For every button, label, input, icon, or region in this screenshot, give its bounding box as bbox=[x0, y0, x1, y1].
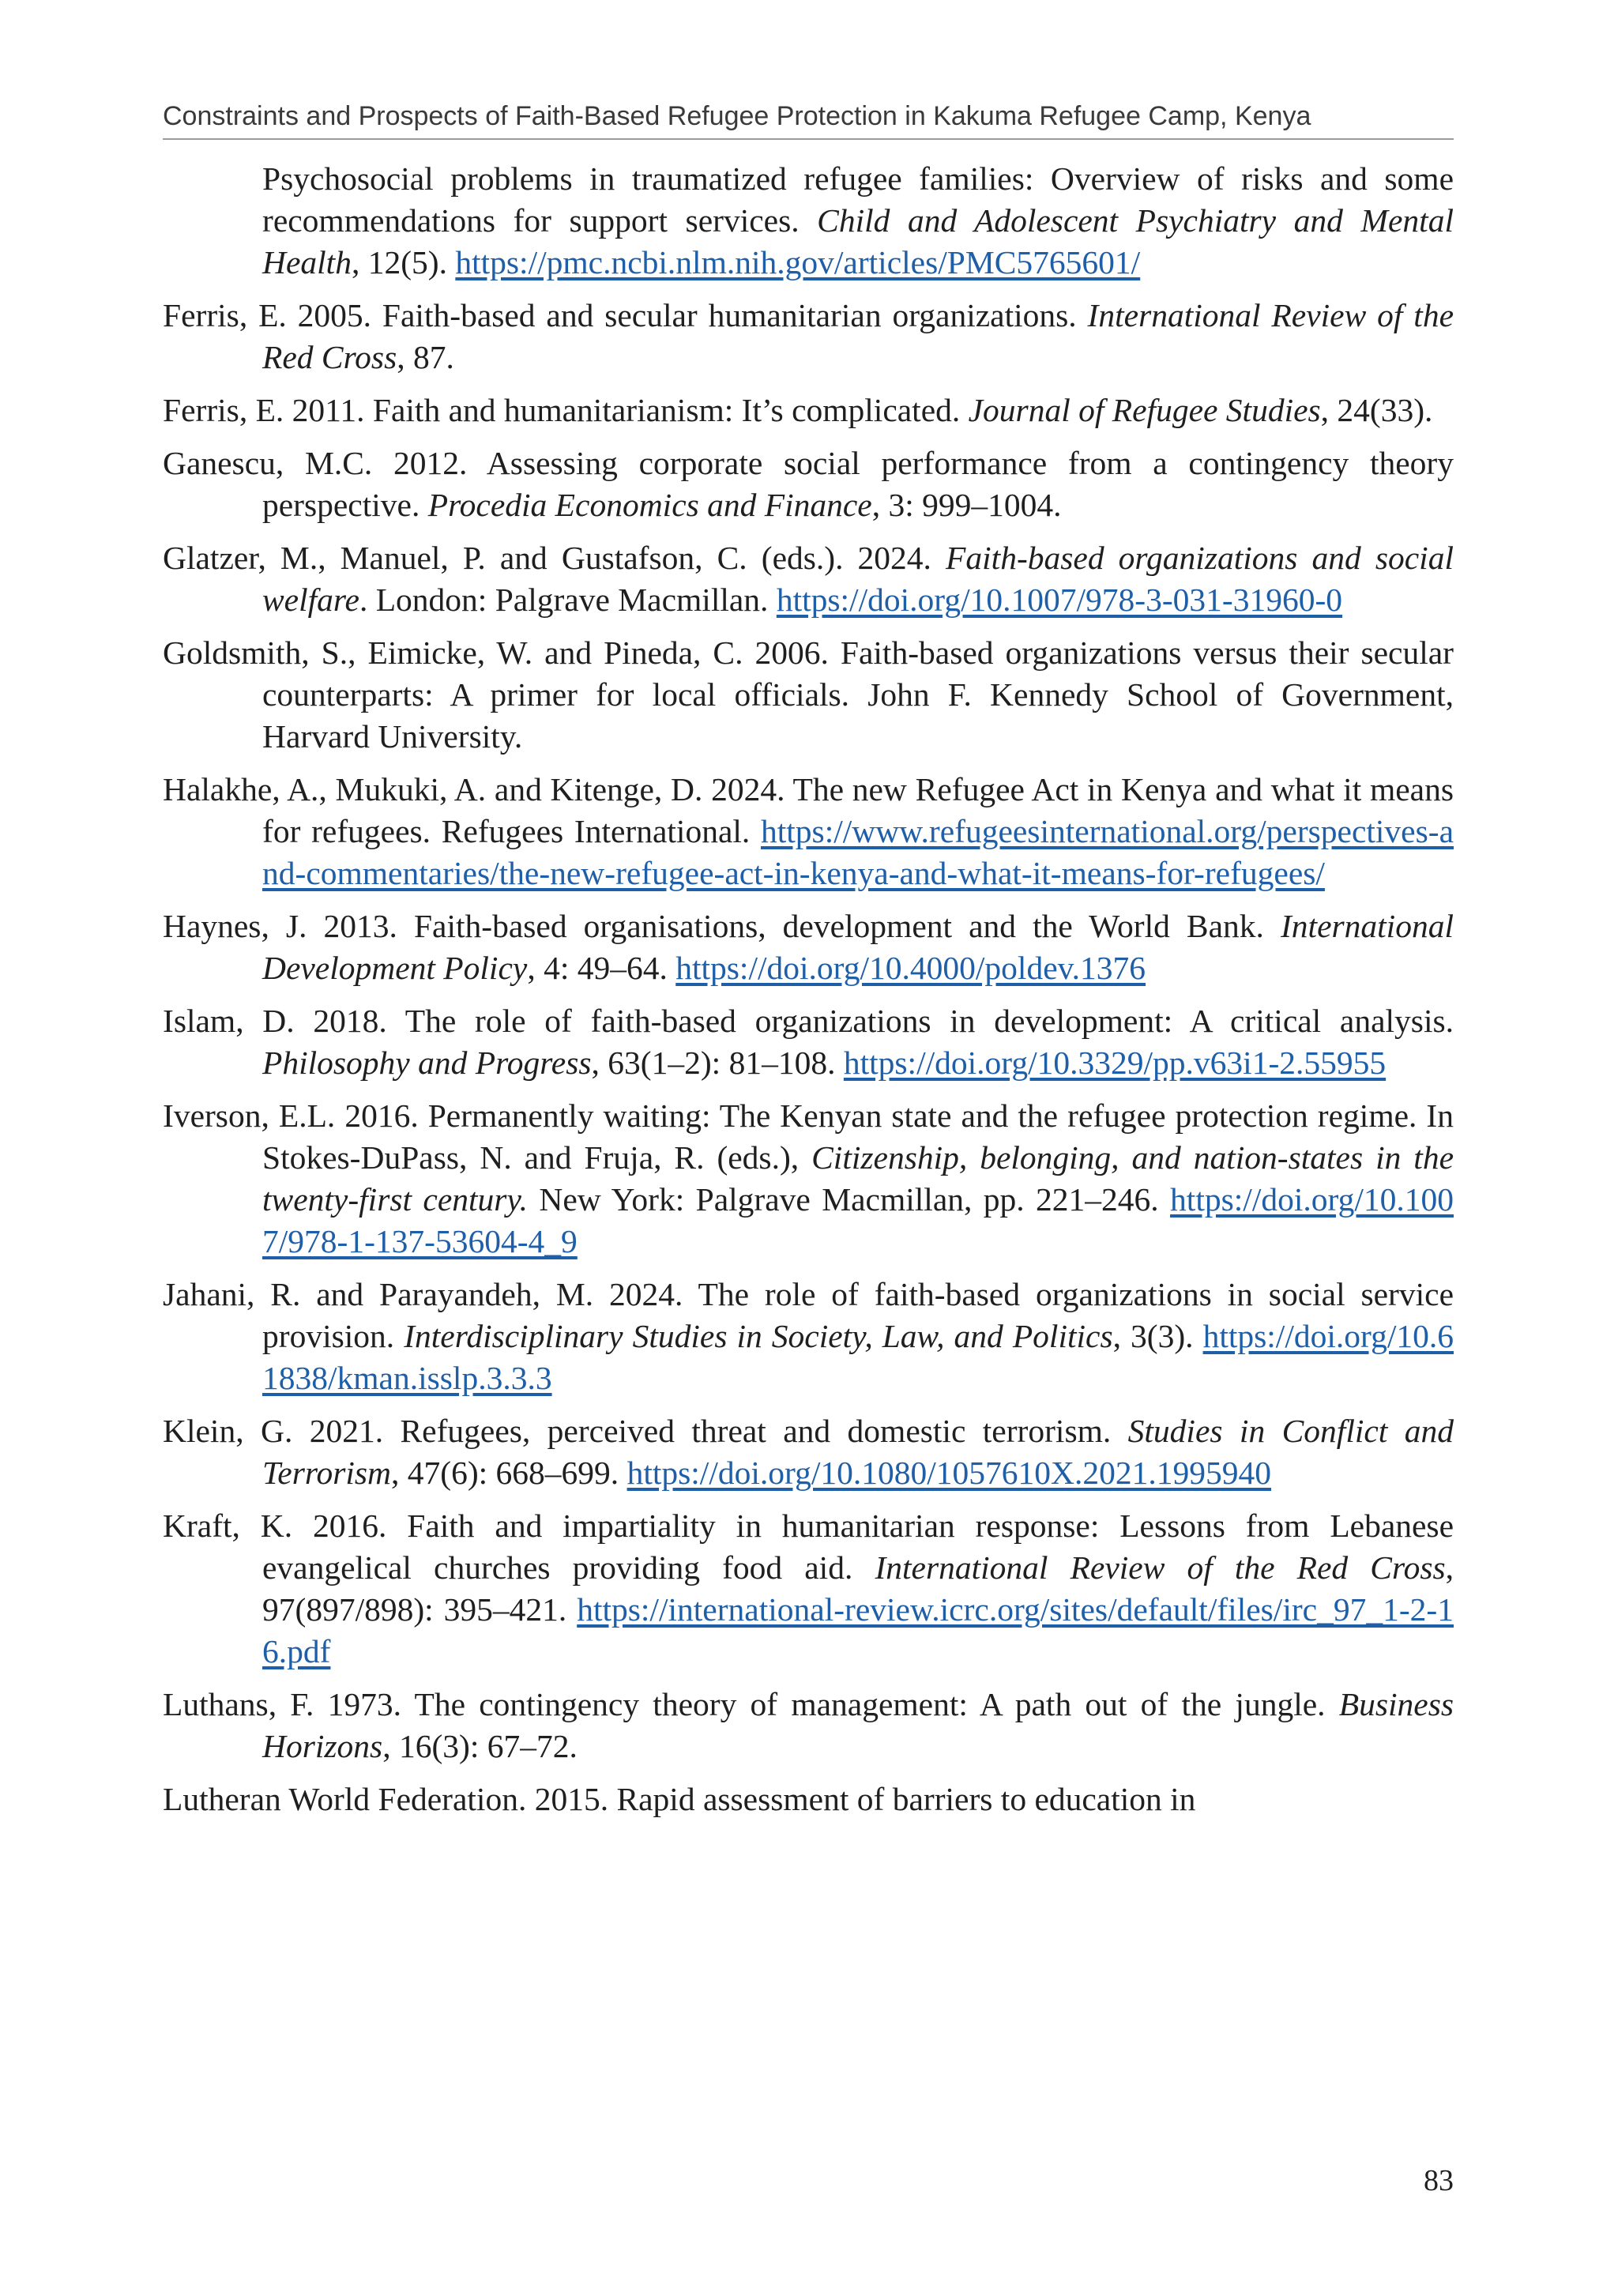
reference-details: . London: Palgrave Macmillan. bbox=[359, 582, 777, 618]
reference-link[interactable]: https://www.refugeesinternational.org/perspectives-and-commentaries/the-new-refugee-act-in-kenya-and-what-it-means-for-refugees/ bbox=[262, 813, 1454, 891]
reference-text: Iverson, E.L. 2016. Permanently waiting: The Kenyan state and the refugee protection regime. In Stokes-DuPass, N. and Fruja, R. (eds.), bbox=[163, 1097, 1454, 1176]
reference-details: , 3(3). bbox=[1112, 1318, 1203, 1354]
reference-source-title: Citizenship, belonging, and nation-states in the twenty-first century. bbox=[262, 1139, 1454, 1218]
reference-entry bbox=[163, 442, 1454, 526]
reference-details: , 12(5). bbox=[351, 244, 456, 280]
reference-details: , 63(1–2): 81–108. bbox=[591, 1044, 844, 1081]
reference-text: Haynes, J. 2013. Faith-based organisations, development and the World Bank. bbox=[163, 908, 1281, 944]
reference-text: Kraft, K. 2016. Faith and impartiality in humanitarian response: Lessons from Lebanese evangelical churches providing food aid. bbox=[163, 1507, 1454, 1586]
reference-entry bbox=[163, 1505, 1454, 1673]
reference-source-title: Child and Adolescent Psychiatry and Mental Health bbox=[262, 202, 1454, 280]
reference-source-title: Philosophy and Progress bbox=[262, 1044, 592, 1081]
reference-text: Islam, D. 2018. The role of faith-based organizations in development: A critical analysis. bbox=[163, 1003, 1454, 1039]
reference-entry bbox=[163, 158, 1454, 284]
reference-source-title: International Development Policy bbox=[262, 908, 1454, 986]
running-head: Constraints and Prospects of Faith-Based Refugee Protection in Kakuma Refugee Camp, Kenya bbox=[163, 101, 1454, 140]
reference-text: Goldsmith, S., Eimicke, W. and Pineda, C. 2006. Faith-based organizations versus their secular counterparts: A primer for local officials. John F. Kennedy School of Government, Harvard University. bbox=[163, 634, 1454, 755]
reference-text: Ferris, E. 2005. Faith-based and secular humanitarian organizations. bbox=[163, 297, 1088, 333]
reference-entry bbox=[163, 1000, 1454, 1084]
page-number: 83 bbox=[1424, 2164, 1454, 2197]
reference-entry bbox=[163, 1274, 1454, 1399]
reference-entry bbox=[163, 1778, 1454, 1820]
reference-source-title: Studies in Conflict and Terrorism bbox=[262, 1413, 1454, 1491]
reference-link[interactable]: https://doi.org/10.1007/978-1-137-53604-4_9 bbox=[262, 1181, 1454, 1259]
reference-entry bbox=[163, 390, 1454, 431]
reference-entry bbox=[163, 1684, 1454, 1767]
reference-text: Halakhe, A., Mukuki, A. and Kitenge, D. 2024. The new Refugee Act in Kenya and what it means for refugees. Refugees International. bbox=[163, 771, 1454, 849]
reference-entry bbox=[163, 905, 1454, 989]
reference-text: Klein, G. 2021. Refugees, perceived threat and domestic terrorism. bbox=[163, 1413, 1128, 1449]
reference-details: , 3: 999–1004. bbox=[871, 487, 1062, 523]
reference-entry bbox=[163, 1095, 1454, 1263]
reference-link[interactable]: https://doi.org/10.1007/978-3-031-31960-0 bbox=[776, 582, 1343, 618]
reference-text: Lutheran World Federation. 2015. Rapid assessment of barriers to education in bbox=[163, 1781, 1196, 1817]
reference-details: , 16(3): 67–72. bbox=[382, 1728, 578, 1764]
reference-source-title: Faith-based organizations and social welfare bbox=[262, 540, 1454, 618]
reference-source-title: Interdisciplinary Studies in Society, Law, and Politics bbox=[404, 1318, 1113, 1354]
reference-source-title: International Review of the Red Cross bbox=[875, 1549, 1446, 1586]
reference-link[interactable]: https://doi.org/10.1080/1057610X.2021.1995940 bbox=[627, 1455, 1271, 1491]
reference-source-title: Procedia Economics and Finance bbox=[427, 487, 872, 523]
reference-details: , 97(897/898): 395–421. bbox=[262, 1549, 1454, 1628]
reference-details: , 87. bbox=[397, 339, 454, 375]
reference-link[interactable]: https://international-review.icrc.org/sites/default/files/irc_97_1-2-16.pdf bbox=[262, 1591, 1454, 1669]
reference-details: , 24(33). bbox=[1320, 392, 1433, 428]
reference-link[interactable]: https://doi.org/10.3329/pp.v63i1-2.55955 bbox=[843, 1044, 1387, 1081]
reference-source-title: Journal of Refugee Studies bbox=[968, 392, 1321, 428]
reference-text: Jahani, R. and Parayandeh, M. 2024. The role of faith-based organizations in social service provision. bbox=[163, 1276, 1454, 1354]
reference-entry bbox=[163, 632, 1454, 758]
reference-text: Psychosocial problems in traumatized refugee families: Overview of risks and some recommendations for support services. bbox=[262, 160, 1454, 239]
reference-list bbox=[163, 158, 1454, 1831]
reference-source-title: International Review of the Red Cross bbox=[262, 297, 1454, 375]
reference-entry bbox=[163, 1410, 1454, 1494]
reference-link[interactable]: https://doi.org/10.4000/poldev.1376 bbox=[675, 950, 1146, 986]
reference-entry bbox=[163, 769, 1454, 894]
reference-text: Luthans, F. 1973. The contingency theory of management: A path out of the jungle. bbox=[163, 1686, 1339, 1722]
reference-source-title: Business Horizons bbox=[262, 1686, 1454, 1764]
reference-text: Ferris, E. 2011. Faith and humanitarianism: It’s complicated. bbox=[163, 392, 969, 428]
reference-entry bbox=[163, 295, 1454, 378]
reference-text: Ganescu, M.C. 2012. Assessing corporate social performance from a contingency theory perspective. bbox=[163, 445, 1454, 523]
reference-link[interactable]: https://pmc.ncbi.nlm.nih.gov/articles/PMC5765601/ bbox=[455, 244, 1141, 280]
reference-entry bbox=[163, 537, 1454, 621]
reference-details: New York: Palgrave Macmillan, pp. 221–246. bbox=[527, 1181, 1171, 1218]
reference-text: Glatzer, M., Manuel, P. and Gustafson, C. (eds.). 2024. bbox=[163, 540, 946, 576]
reference-details: , 47(6): 668–699. bbox=[391, 1455, 627, 1491]
reference-details: , 4: 49–64. bbox=[527, 950, 676, 986]
reference-link[interactable]: https://doi.org/10.61838/kman.isslp.3.3.3 bbox=[262, 1318, 1454, 1396]
